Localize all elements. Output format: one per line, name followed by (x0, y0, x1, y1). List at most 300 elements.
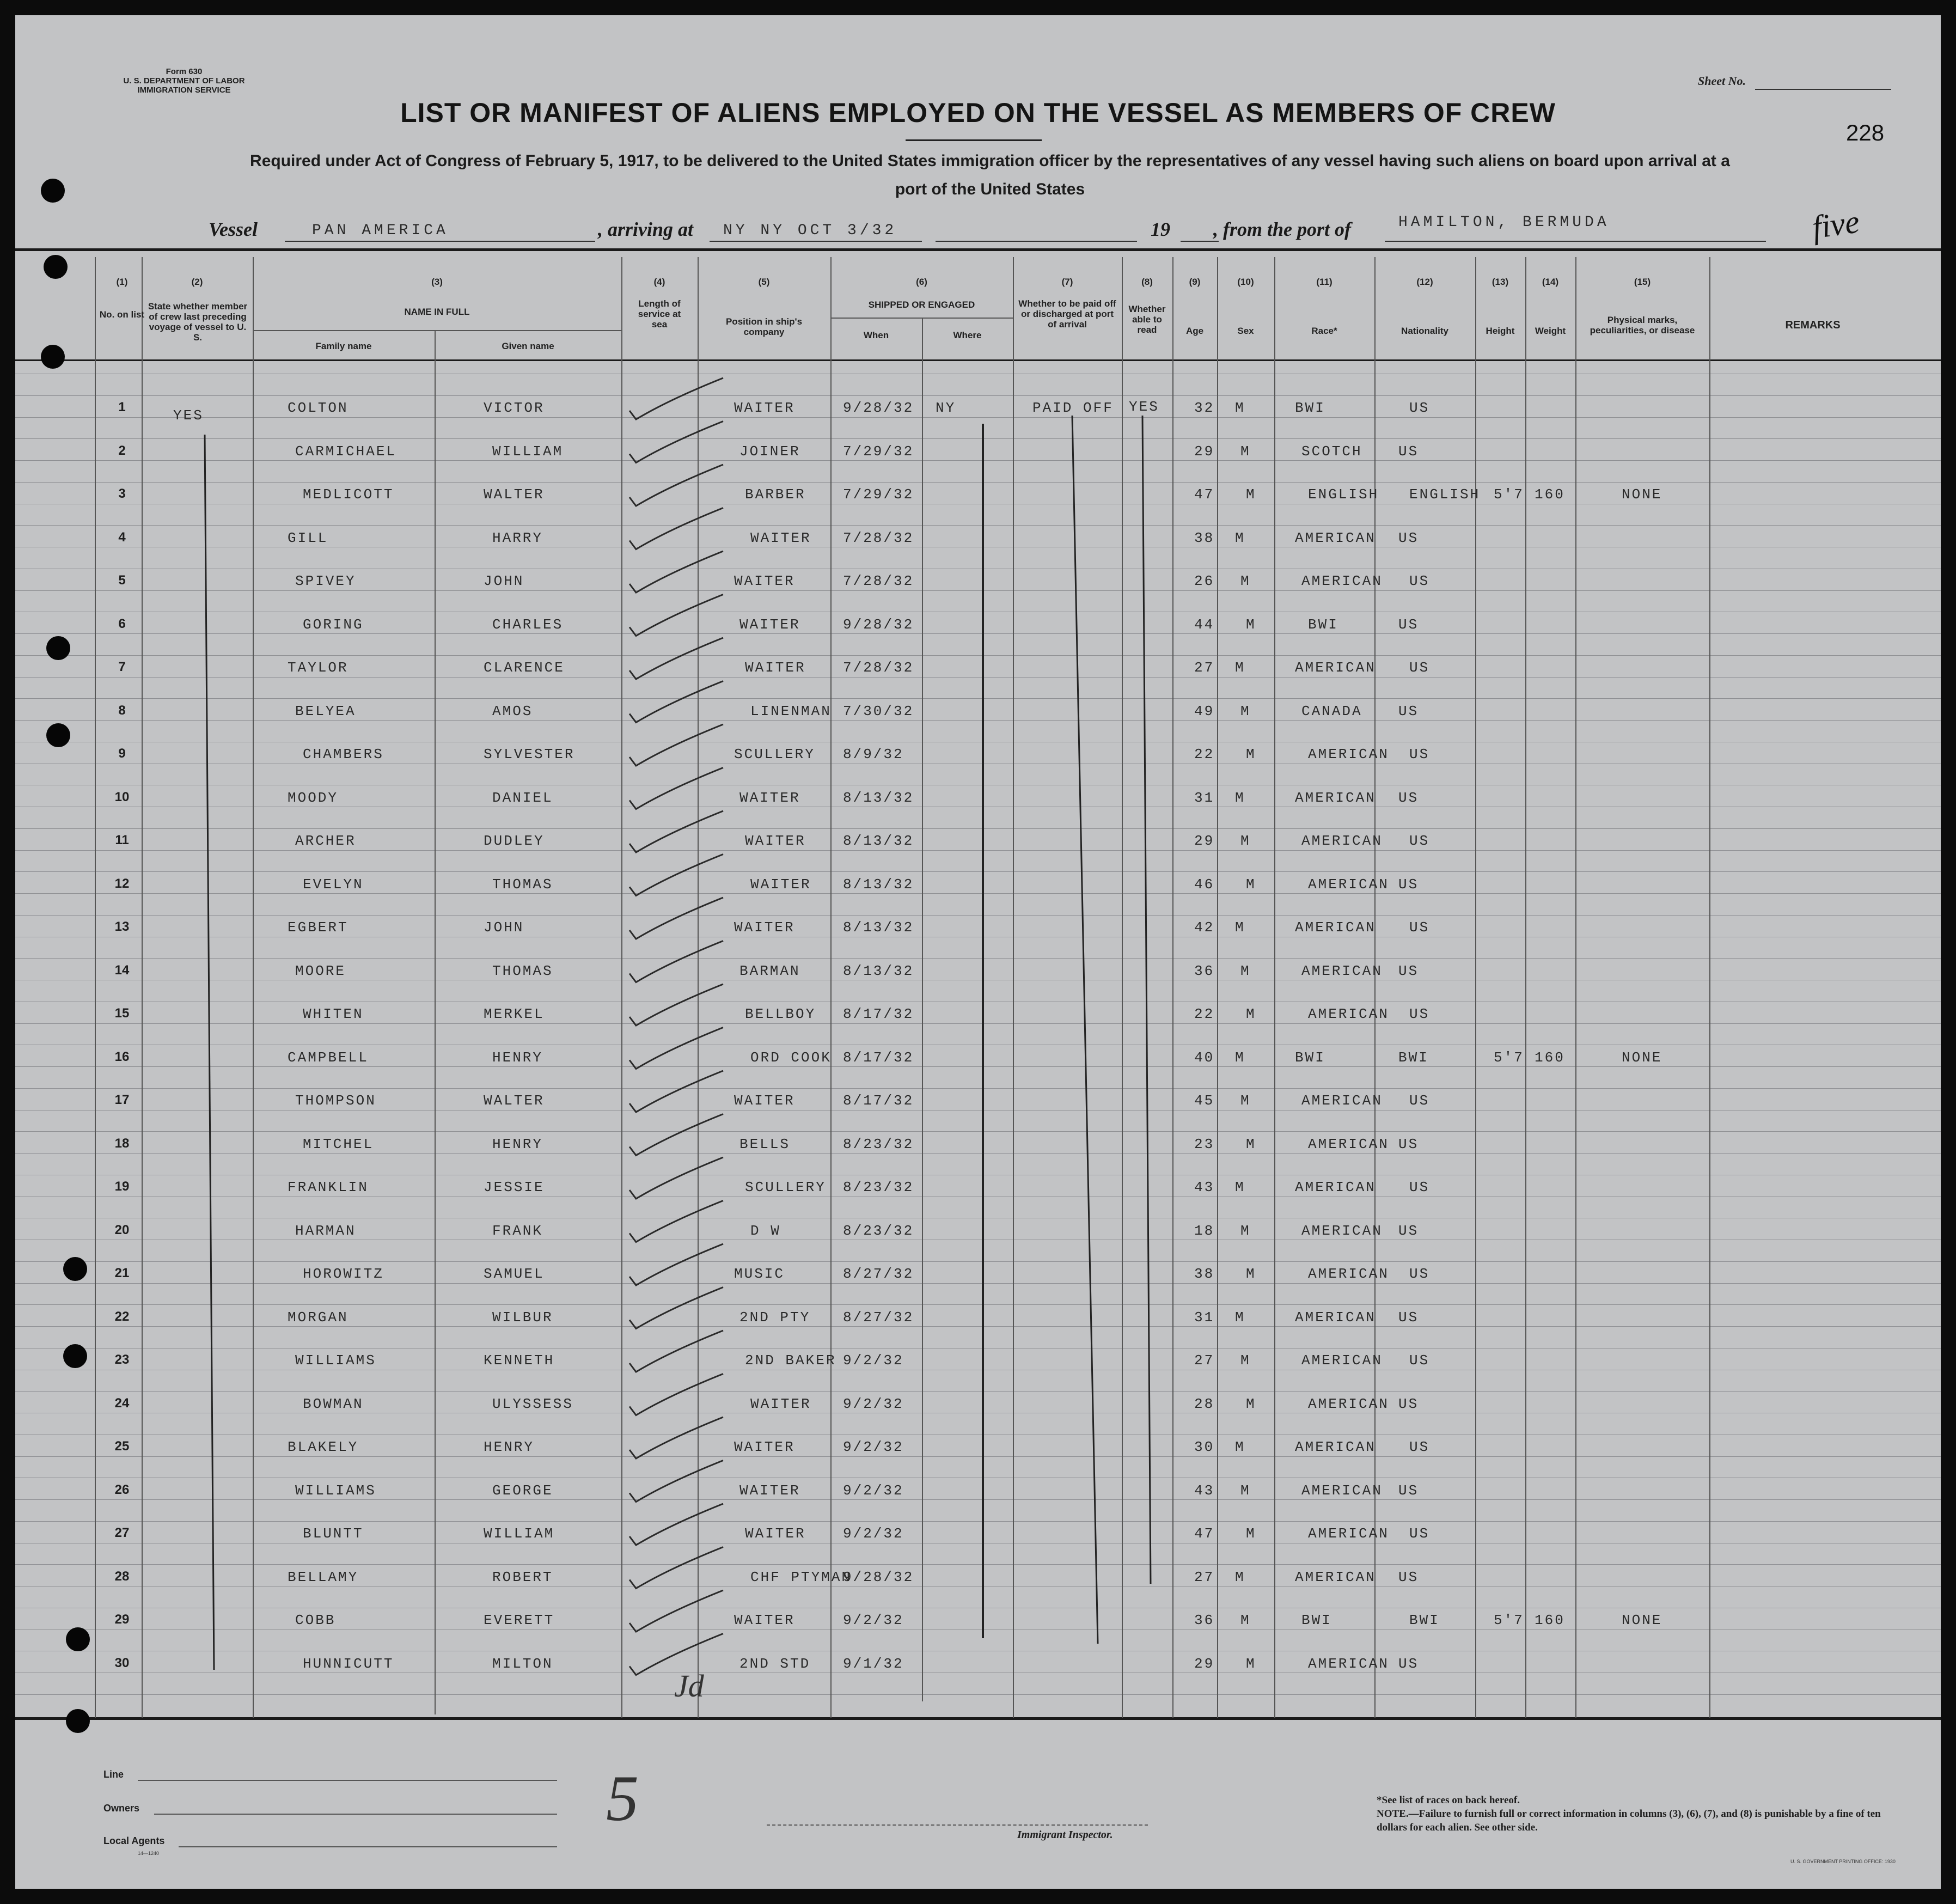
family-name: MORGAN (288, 1309, 349, 1326)
age: 29 (1194, 1655, 1215, 1672)
ship-position: 2ND PTY (739, 1309, 811, 1326)
ship-position: MUSIC (734, 1266, 785, 1282)
shipped-when: 8/27/32 (843, 1266, 914, 1282)
row-number: 5 (118, 573, 126, 588)
sex: M (1240, 833, 1251, 849)
row-number: 11 (115, 833, 129, 847)
row-number: 28 (114, 1569, 130, 1584)
age: 28 (1194, 1395, 1215, 1412)
row-number: 13 (114, 919, 130, 934)
family-name: BELLAMY (288, 1569, 359, 1585)
col7-header: Whether to be paid off or discharged at port of arrival (1018, 298, 1116, 329)
family-name: MOODY (288, 789, 339, 806)
service-checkmark (629, 1590, 723, 1632)
ship-position: WAITER (750, 876, 811, 893)
ship-position: WAITER (734, 400, 795, 416)
service-checkmark (629, 1201, 723, 1242)
given-name: CHARLES (492, 616, 564, 633)
family-name: CHAMBERS (303, 746, 384, 762)
printing-office: U. S. GOVERNMENT PRINTING OFFICE: 1930 (1790, 1859, 1896, 1864)
given-name: JESSIE (484, 1179, 545, 1195)
col2-number: (2) (191, 277, 203, 287)
sex: M (1246, 1525, 1256, 1542)
family-name: WILLIAMS (295, 1352, 376, 1369)
race: BWI (1295, 1049, 1325, 1066)
row-number: 4 (118, 529, 126, 545)
family-name: TAYLOR (288, 660, 349, 676)
race: AMERICAN (1295, 1179, 1376, 1195)
service-checkmark (629, 422, 723, 463)
nationality: US (1398, 962, 1419, 979)
sex: M (1235, 789, 1245, 806)
given-name: JOHN (484, 919, 524, 936)
col6b-header: Where (953, 330, 982, 340)
shipped-when: 9/28/32 (843, 1569, 914, 1585)
col14-header: Weight (1535, 326, 1566, 336)
arriving-value: NY NY OCT 3/32 (723, 222, 897, 239)
col8-header: Whether able to read (1128, 304, 1166, 335)
given-name: DANIEL (492, 789, 553, 806)
shipped-when: 9/2/32 (843, 1612, 904, 1628)
ship-position: BARMAN (739, 962, 800, 979)
page-number: 228 (1846, 120, 1885, 145)
age: 29 (1194, 443, 1215, 460)
row-number: 30 (114, 1655, 130, 1670)
family-name: MOORE (295, 962, 346, 979)
sex: M (1235, 400, 1245, 416)
given-name: AMOS (492, 703, 533, 719)
sex: M (1240, 703, 1251, 719)
sex: M (1240, 1093, 1251, 1109)
sheet-number-label: Sheet No. (1698, 74, 1746, 88)
sex: M (1235, 1569, 1245, 1585)
sex: M (1246, 1006, 1256, 1022)
weight: 160 (1535, 486, 1565, 503)
race: AMERICAN (1295, 1439, 1376, 1455)
nationality: US (1398, 529, 1419, 546)
col8-number: (8) (1141, 277, 1153, 287)
given-name: DUDLEY (484, 833, 545, 849)
service-checkmark (629, 1547, 723, 1589)
sex: M (1240, 962, 1251, 979)
race: AMERICAN (1308, 1006, 1389, 1022)
nationality: US (1409, 1266, 1430, 1282)
age: 18 (1194, 1222, 1215, 1239)
inspector-initials: Jd (674, 1668, 704, 1704)
ink-marks (15, 15, 1941, 1889)
service-checkmark (629, 1374, 723, 1415)
shipped-when: 7/28/32 (843, 573, 914, 589)
family-name: SPIVEY (295, 573, 356, 589)
race: AMERICAN (1308, 1655, 1389, 1672)
service-checkmark (629, 508, 723, 550)
punch-hole (44, 255, 68, 279)
col11-header: Race* (1311, 326, 1337, 336)
given-name: EVERETT (484, 1612, 555, 1628)
given-name: ULYSSESS (492, 1395, 573, 1412)
race: AMERICAN (1295, 1569, 1376, 1585)
family-name: EGBERT (288, 919, 349, 936)
col3b-header: Given name (502, 341, 554, 351)
race: AMERICAN (1308, 1395, 1389, 1412)
age: 27 (1194, 660, 1215, 676)
inspector-label: Immigrant Inspector. (1017, 1829, 1113, 1841)
weight: 160 (1535, 1612, 1565, 1628)
age: 43 (1194, 1482, 1215, 1499)
ship-position: WAITER (745, 660, 806, 676)
nationality: US (1398, 443, 1419, 460)
punch-hole (63, 1344, 87, 1368)
row-number: 26 (114, 1482, 130, 1497)
age: 30 (1194, 1439, 1215, 1455)
family-name: CAMPBELL (288, 1049, 369, 1066)
race: AMERICAN (1308, 746, 1389, 762)
shipped-when: 9/28/32 (843, 616, 914, 633)
ship-position: WAITER (745, 1525, 806, 1542)
age: 38 (1194, 1266, 1215, 1282)
ship-position: CHF PTYMAN (750, 1569, 852, 1585)
family-name: BLAKELY (288, 1439, 359, 1455)
race: AMERICAN (1295, 1309, 1376, 1326)
given-name: WALTER (484, 486, 545, 503)
punch-hole (46, 723, 70, 747)
col13-number: (13) (1492, 277, 1509, 287)
nationality: BWI (1398, 1049, 1429, 1066)
race: AMERICAN (1301, 833, 1383, 849)
line-field (138, 1780, 557, 1781)
service-checkmark (629, 941, 723, 982)
punch-hole (41, 179, 65, 203)
shipped-when: 8/23/32 (843, 1179, 914, 1195)
physical-marks: NONE (1622, 1612, 1662, 1628)
prev-voyage-value: YES (173, 407, 204, 424)
sex: M (1235, 919, 1245, 936)
from-port-value: HAMILTON, BERMUDA (1398, 214, 1610, 231)
height: 5'7 (1494, 486, 1524, 503)
col2-header: State whether member of crew last preceding voyage of vessel to U. S. (148, 301, 248, 343)
service-checkmark (629, 1461, 723, 1502)
handwritten-five: 5 (606, 1762, 639, 1834)
sex: M (1240, 573, 1251, 589)
service-checkmark (629, 984, 723, 1026)
ship-position: SCULLERY (745, 1179, 826, 1195)
nationality: US (1398, 876, 1419, 893)
shipped-when: 8/17/32 (843, 1093, 914, 1109)
family-name: HOROWITZ (303, 1266, 384, 1282)
service-checkmark (629, 1331, 723, 1372)
age: 22 (1194, 1006, 1215, 1022)
age: 27 (1194, 1569, 1215, 1585)
given-name: WALTER (484, 1093, 545, 1109)
given-name: SAMUEL (484, 1266, 545, 1282)
row-number: 29 (114, 1612, 130, 1627)
nationality: US (1409, 400, 1430, 416)
row-number: 20 (114, 1222, 130, 1237)
row-number: 27 (114, 1525, 130, 1540)
race: AMERICAN (1301, 1222, 1383, 1239)
sex: M (1246, 486, 1256, 503)
nationality: BWI (1409, 1612, 1440, 1628)
sex: M (1240, 1352, 1251, 1369)
family-name: WILLIAMS (295, 1482, 376, 1499)
age: 46 (1194, 876, 1215, 893)
given-name: WILLIAM (492, 443, 564, 460)
nationality: US (1398, 789, 1419, 806)
col6a-header: When (863, 330, 889, 340)
col1-number: (1) (116, 277, 128, 287)
row-number: 6 (118, 616, 126, 631)
row-number: 7 (118, 660, 126, 674)
nationality: US (1409, 1439, 1430, 1455)
ship-position: WAITER (745, 833, 806, 849)
age: 31 (1194, 1309, 1215, 1326)
ditto-line-col2 (205, 435, 214, 1670)
shipped-where-value: NY (936, 400, 956, 416)
given-name: HARRY (492, 529, 543, 546)
service-checkmark (629, 811, 723, 852)
nationality: US (1409, 746, 1430, 762)
age: 47 (1194, 486, 1215, 503)
given-name: JOHN (484, 573, 524, 589)
age: 36 (1194, 962, 1215, 979)
age: 43 (1194, 1179, 1215, 1195)
ship-position: 2ND BAKER (745, 1352, 836, 1369)
age: 49 (1194, 703, 1215, 719)
sex: M (1246, 616, 1256, 633)
race: AMERICAN (1301, 962, 1383, 979)
arriving-label: , arriving at (598, 218, 694, 240)
row-number: 16 (114, 1049, 130, 1064)
service-checkmark (629, 681, 723, 723)
sex: M (1240, 1612, 1251, 1628)
col6-header: SHIPPED OR ENGAGED (868, 300, 975, 310)
ship-position: WAITER (734, 1439, 795, 1455)
shipped-when: 8/17/32 (843, 1049, 914, 1066)
race: AMERICAN (1301, 1482, 1383, 1499)
service-checkmark (629, 898, 723, 939)
nationality: US (1398, 1309, 1419, 1326)
line-label: Line (103, 1769, 124, 1780)
ship-position: ORD COOK (750, 1049, 832, 1066)
shipped-when: 8/9/32 (843, 746, 904, 762)
service-name: IMMIGRATION SERVICE (137, 86, 231, 95)
race: CANADA (1301, 703, 1362, 719)
service-checkmark (629, 551, 723, 593)
age: 44 (1194, 616, 1215, 633)
given-name: KENNETH (484, 1352, 555, 1369)
family-name: WHITEN (303, 1006, 364, 1022)
age: 42 (1194, 919, 1215, 936)
row-number: 10 (114, 789, 130, 804)
col14-number: (14) (1542, 277, 1559, 287)
ship-position: WAITER (739, 789, 800, 806)
ship-position: BELLS (739, 1136, 791, 1152)
given-name: GEORGE (492, 1482, 553, 1499)
race: BWI (1295, 400, 1325, 416)
given-name: MERKEL (484, 1006, 545, 1022)
nationality: US (1409, 573, 1430, 589)
given-name: WILLIAM (484, 1525, 555, 1542)
nationality: US (1398, 1655, 1419, 1672)
given-name: ROBERT (492, 1569, 553, 1585)
given-name: THOMAS (492, 962, 553, 979)
ditto-line-read (1142, 416, 1151, 1584)
family-name: EVELYN (303, 876, 364, 893)
family-name: BELYEA (295, 703, 356, 719)
ship-position: WAITER (734, 1093, 795, 1109)
row-number: 3 (118, 486, 126, 501)
sex: M (1246, 1655, 1256, 1672)
row-number: 23 (114, 1352, 130, 1367)
vessel-label: Vessel (209, 218, 258, 240)
handwritten-corner-note: five (1810, 203, 1862, 246)
footer-notes (1377, 1793, 1894, 1834)
col12-header: Nationality (1401, 326, 1448, 336)
shipped-when: 8/23/32 (843, 1136, 914, 1152)
punch-hole (46, 636, 70, 660)
owners-field (154, 1814, 557, 1815)
sex: M (1235, 660, 1245, 676)
age: 45 (1194, 1093, 1215, 1109)
ship-position: BELLBOY (745, 1006, 816, 1022)
ship-position: 2ND STD (739, 1655, 811, 1672)
inspector-signature-line (767, 1824, 1148, 1826)
physical-marks: NONE (1622, 486, 1662, 503)
from-port-label: , from the port of (1213, 218, 1352, 240)
height: 5'7 (1494, 1612, 1524, 1628)
row-number: 18 (114, 1136, 130, 1151)
shipped-when: 7/29/32 (843, 443, 914, 460)
family-name: THOMPSON (295, 1093, 376, 1109)
col15-header: Physical marks, peculiarities, or disease (1590, 315, 1695, 335)
row-number: 1 (118, 400, 126, 414)
shipped-when: 8/13/32 (843, 919, 914, 936)
col13-header: Height (1486, 326, 1515, 336)
given-name: WILBUR (492, 1309, 553, 1326)
col5-number: (5) (758, 277, 770, 287)
sex: M (1235, 1179, 1245, 1195)
race: AMERICAN (1308, 1266, 1389, 1282)
race: BWI (1308, 616, 1338, 633)
sex: M (1246, 746, 1256, 762)
ship-position: WAITER (739, 1482, 800, 1499)
ship-position: WAITER (734, 573, 795, 589)
service-checkmark (629, 1157, 723, 1199)
race: AMERICAN (1301, 573, 1383, 589)
shipped-when: 8/13/32 (843, 876, 914, 893)
col10-header: Sex (1237, 326, 1254, 336)
shipped-when: 8/17/32 (843, 1006, 914, 1022)
service-checkmark (629, 378, 723, 419)
nationality: US (1409, 1352, 1430, 1369)
race: AMERICAN (1308, 876, 1389, 893)
punch-hole (66, 1709, 90, 1733)
given-name: FRANK (492, 1222, 543, 1239)
race: AMERICAN (1295, 919, 1376, 936)
col4-number: (4) (653, 277, 665, 287)
sex: M (1235, 529, 1245, 546)
ditto-line-paid (1072, 416, 1098, 1644)
family-name: ARCHER (295, 833, 356, 849)
service-checkmark (629, 1504, 723, 1545)
sex: M (1246, 1136, 1256, 1152)
ship-position: JOINER (739, 443, 800, 460)
form-code: 14—1240 (138, 1851, 160, 1856)
nationality: US (1409, 660, 1430, 676)
service-checkmark (629, 1028, 723, 1069)
department-name: U. S. DEPARTMENT OF LABOR (123, 76, 245, 86)
service-checkmark (629, 855, 723, 896)
ship-position: WAITER (739, 616, 800, 633)
local-agents-field (179, 1846, 557, 1847)
race: AMERICAN (1308, 1136, 1389, 1152)
age: 32 (1194, 400, 1215, 416)
nationality: US (1409, 1525, 1430, 1542)
service-checkmarks (629, 378, 723, 1675)
col11-number: (11) (1316, 277, 1332, 287)
ship-position: LINENMAN (750, 703, 832, 719)
race: AMERICAN (1295, 789, 1376, 806)
race: SCOTCH (1301, 443, 1362, 460)
service-checkmark (629, 595, 723, 636)
col15-number: (15) (1634, 277, 1651, 287)
service-checkmark (629, 1071, 723, 1112)
service-checkmark (629, 1417, 723, 1458)
col3a-header: Family name (315, 341, 372, 351)
shipped-when: 9/2/32 (843, 1482, 904, 1499)
given-name: VICTOR (484, 400, 545, 416)
given-name: MILTON (492, 1655, 553, 1672)
family-name: FRANKLIN (288, 1179, 369, 1195)
shipped-when: 8/13/32 (843, 789, 914, 806)
nationality: US (1398, 1136, 1419, 1152)
service-checkmark (629, 768, 723, 809)
row-number: 14 (114, 962, 130, 978)
shipped-when: 8/13/32 (843, 962, 914, 979)
service-checkmark (629, 724, 723, 766)
height: 5'7 (1494, 1049, 1524, 1066)
family-name: GORING (303, 616, 364, 633)
family-name: CARMICHAEL (295, 443, 397, 460)
nationality: US (1409, 1006, 1430, 1022)
age: 26 (1194, 573, 1215, 589)
sex: M (1240, 1222, 1251, 1239)
shipped-when: 9/1/32 (843, 1655, 904, 1672)
col1-header: No. on list (99, 309, 145, 320)
race: BWI (1301, 1612, 1332, 1628)
nationality: US (1398, 1222, 1419, 1239)
race: AMERICAN (1301, 1352, 1383, 1369)
sex: M (1235, 1439, 1245, 1455)
row-number: 12 (114, 876, 130, 891)
age: 22 (1194, 746, 1215, 762)
service-checkmark (629, 1244, 723, 1285)
row-number: 17 (114, 1093, 130, 1107)
shipped-when: 9/2/32 (843, 1352, 904, 1369)
family-name: BOWMAN (303, 1395, 364, 1412)
local-agents-label: Local Agents (103, 1835, 165, 1846)
punch-hole (63, 1257, 87, 1281)
physical-marks: NONE (1622, 1049, 1662, 1066)
service-checkmark (629, 638, 723, 679)
age: 31 (1194, 789, 1215, 806)
shipped-when: 9/2/32 (843, 1395, 904, 1412)
col3-number: (3) (431, 277, 443, 287)
nationality: US (1409, 1179, 1430, 1195)
col12-number: (12) (1416, 277, 1433, 287)
age: 38 (1194, 529, 1215, 546)
nationality: US (1409, 833, 1430, 849)
